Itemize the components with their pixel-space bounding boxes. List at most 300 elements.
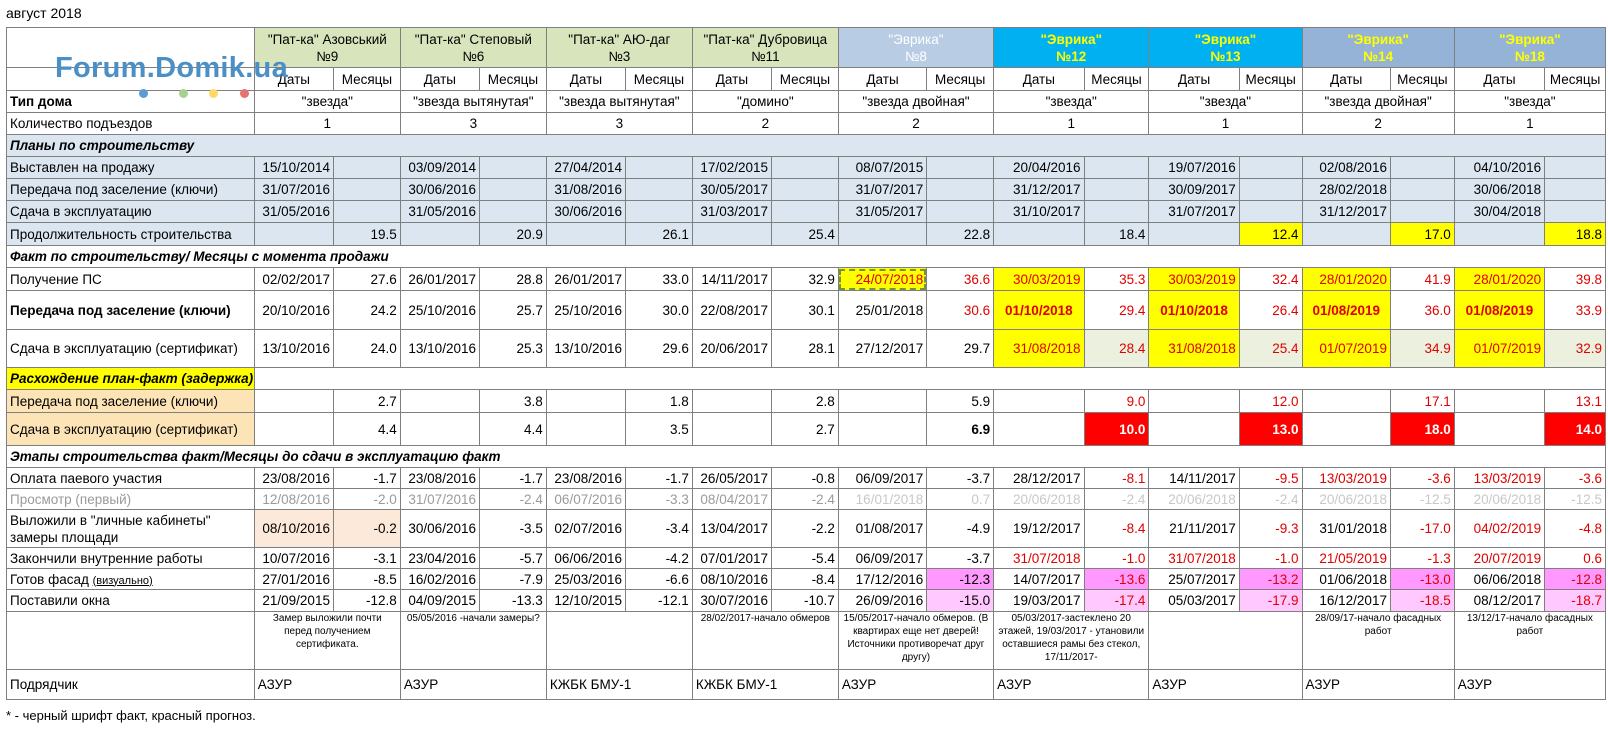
plan-date: 28/02/2018 [1302, 179, 1390, 201]
stage-date: 16/01/2018 [838, 489, 926, 510]
duration-date [1454, 223, 1544, 246]
delay-months: 13.0 [1239, 413, 1302, 446]
row-label: Получение ПС [7, 268, 255, 291]
stage-months: -3.6 [1545, 468, 1606, 489]
fact-months: 36.6 [927, 268, 994, 291]
plan-months [479, 157, 546, 179]
delay-months: 14.0 [1545, 413, 1606, 446]
stage-date: 23/08/2016 [400, 468, 479, 489]
stage-months: -12.8 [1545, 569, 1606, 590]
plan-date: 31/03/2017 [692, 201, 771, 223]
plan-date: 08/07/2015 [838, 157, 926, 179]
stage-row [7, 548, 1606, 569]
stage-months: -3.1 [333, 548, 400, 569]
months-col-header: Месяцы [1545, 68, 1606, 91]
section-delay-row [7, 368, 1606, 390]
delay-months: 5.9 [927, 390, 994, 413]
section-plans-row [7, 135, 1606, 157]
months-col-header: Месяцы [1390, 68, 1454, 91]
entrances-value: 3 [546, 113, 692, 135]
row-label: Просмотр (первый) [7, 489, 255, 510]
stage-date: 06/09/2017 [838, 548, 926, 569]
stage-months: -8.5 [333, 569, 400, 590]
fact-months: 30.6 [927, 291, 994, 330]
corner-cell [7, 28, 255, 68]
delay-date [546, 413, 625, 446]
delay-date [994, 413, 1084, 446]
house-header: "Эврика" №13 [1149, 28, 1302, 68]
house-type-value: "звезда вытянутая" [400, 91, 546, 113]
stage-date: 26/05/2017 [692, 468, 771, 489]
row-label [7, 510, 255, 548]
stage-months: -8.4 [1084, 510, 1149, 548]
duration-months: 20.9 [479, 223, 546, 246]
stage-row [7, 590, 1606, 612]
delay-months: 3.8 [479, 390, 546, 413]
house-header: "Эврика" №18 [1454, 28, 1605, 68]
fact-date: 13/10/2016 [254, 330, 333, 368]
house-header: "Эврика" №8 [838, 28, 993, 68]
stage-date: 13/03/2019 [1454, 468, 1544, 489]
plan-months [1545, 179, 1606, 201]
fact-months: 25.4 [1239, 330, 1302, 368]
note-text: 05/05/2016 -начали замеры? [400, 612, 546, 670]
stage-row [7, 468, 1606, 489]
entrances-value: 1 [254, 113, 400, 135]
row-label: Выставлен на продажу [7, 157, 255, 179]
plan-date: 30/05/2017 [692, 179, 771, 201]
house-header: "Пат-ка" АЮ-даг №3 [546, 28, 692, 68]
stage-months: -13.2 [1239, 569, 1302, 590]
plan-months [479, 179, 546, 201]
plan-date: 30/06/2016 [400, 179, 479, 201]
stage-date: 04/09/2015 [400, 590, 479, 612]
plan-months [1239, 201, 1302, 223]
fact-months: 33.0 [626, 268, 693, 291]
stage-months: -1.7 [333, 468, 400, 489]
fact-keys-row [7, 291, 1606, 330]
delay-date [400, 413, 479, 446]
stage-months: -3.5 [479, 510, 546, 548]
dates-col-header: Даты [1454, 68, 1544, 91]
stage-months: -8.1 [1084, 468, 1149, 489]
fact-months: 26.4 [1239, 291, 1302, 330]
row-label: Тип дома [7, 91, 255, 113]
stage-months: -5.4 [772, 548, 839, 569]
row-label-extra: (визуально) [92, 574, 153, 587]
stage-months: -1.3 [1390, 548, 1454, 569]
plan-date: 20/04/2016 [994, 157, 1084, 179]
contractor-value: АЗУР [400, 670, 546, 700]
plan-months [333, 179, 400, 201]
fact-months: 28.8 [479, 268, 546, 291]
delay-months: 10.0 [1084, 413, 1149, 446]
delay-months: 2.7 [333, 390, 400, 413]
plan-date: 31/07/2017 [1149, 201, 1239, 223]
watermark-text: Forum.Domik.ua [55, 52, 288, 84]
house-header: "Пат-ка" Азовський №9 [254, 28, 400, 68]
plan-date: 03/09/2014 [400, 157, 479, 179]
plan-months [772, 201, 839, 223]
plan-months [1390, 157, 1454, 179]
stage-date: 27/01/2016 [254, 569, 333, 590]
row-label: Закончили внутренние работы [7, 548, 255, 569]
fact-date: 25/01/2018 [838, 291, 926, 330]
fact-date: 01/08/2019 [1302, 291, 1390, 330]
stage-months: -4.2 [626, 548, 693, 569]
stage-months: -1.7 [479, 468, 546, 489]
delay-months: 3.5 [626, 413, 693, 446]
house-header: "Пат-ка" Степовый №6 [400, 28, 546, 68]
stage-date: 06/06/2016 [546, 548, 625, 569]
contractor-value: АЗУР [1454, 670, 1605, 700]
row-label: Продолжительность строительства [7, 223, 255, 246]
plan-date: 30/06/2018 [1454, 179, 1544, 201]
stage-date: 28/12/2017 [994, 468, 1084, 489]
delay-months: 12.0 [1239, 390, 1302, 413]
duration-date [1149, 223, 1239, 246]
comparison-spreadsheet [6, 27, 1606, 700]
fact-months: 24.0 [333, 330, 400, 368]
stage-date: 20/06/2018 [1454, 489, 1544, 510]
row-label: Подрядчик [7, 670, 255, 700]
stage-date: 12/10/2015 [546, 590, 625, 612]
months-col-header: Месяцы [1239, 68, 1302, 91]
stage-months: -9.5 [1239, 468, 1302, 489]
plan-date: 27/04/2014 [546, 157, 625, 179]
fact-date: 30/03/2019 [994, 268, 1084, 291]
note-text [1149, 612, 1302, 670]
delay-keys-row [7, 390, 1606, 413]
plan-months [1545, 157, 1606, 179]
sheet-title: август 2018 [6, 5, 82, 21]
note-text: 28/02/2017-начало обмеров [692, 612, 838, 670]
fact-date: 28/01/2020 [1454, 268, 1544, 291]
section-stages-row [7, 446, 1606, 468]
plan-months [1239, 179, 1302, 201]
plan-date: 31/07/2017 [838, 179, 926, 201]
stage-months: 0.7 [927, 489, 994, 510]
plan-row [7, 157, 1606, 179]
plan-date: 02/08/2016 [1302, 157, 1390, 179]
stage-date: 12/08/2016 [254, 489, 333, 510]
stage-months: -1.0 [1084, 548, 1149, 569]
plan-months [333, 201, 400, 223]
note-text [546, 612, 692, 670]
duration-months: 12.4 [1239, 223, 1302, 246]
dates-col-header: Даты [1302, 68, 1390, 91]
stage-date: 25/03/2016 [546, 569, 625, 590]
stage-months: -2.4 [772, 489, 839, 510]
fact-months: 32.9 [1545, 330, 1606, 368]
house-header: "Эврика" №14 [1302, 28, 1454, 68]
stage-date: 10/07/2016 [254, 548, 333, 569]
section-fact-heading: Факт по строительству/ Месяцы с момента продажи [7, 246, 1606, 268]
house-type-value: "звезда" [1149, 91, 1302, 113]
contractor-value: АЗУР [994, 670, 1149, 700]
delay-date [692, 390, 771, 413]
plan-date: 31/12/2017 [1302, 201, 1390, 223]
entrances-value: 3 [400, 113, 546, 135]
delay-date [1454, 390, 1544, 413]
fact-months: 34.9 [1390, 330, 1454, 368]
fact-months: 33.9 [1545, 291, 1606, 330]
fact-date: 14/11/2017 [692, 268, 771, 291]
delay-date [400, 390, 479, 413]
fact-months: 30.1 [772, 291, 839, 330]
months-col-header: Месяцы [479, 68, 546, 91]
stage-row [7, 510, 1606, 548]
stage-date: 21/05/2019 [1302, 548, 1390, 569]
delay-date [254, 390, 333, 413]
delay-date [994, 390, 1084, 413]
fact-months: 28.4 [1084, 330, 1149, 368]
row-label [7, 569, 255, 590]
stage-date: 20/06/2018 [1302, 489, 1390, 510]
note-text: 13/12/17-начало фасадных работ [1454, 612, 1605, 670]
stage-date: 26/09/2016 [838, 590, 926, 612]
fact-date: 01/07/2019 [1302, 330, 1390, 368]
stage-months: 0.6 [1545, 548, 1606, 569]
delay-months: 13.1 [1545, 390, 1606, 413]
delay-date [1149, 413, 1239, 446]
plan-months [1239, 157, 1302, 179]
delay-date [546, 390, 625, 413]
delay-months: 18.0 [1390, 413, 1454, 446]
plan-date: 31/05/2016 [400, 201, 479, 223]
house-type-value: "звезда" [994, 91, 1149, 113]
fact-date: 24/07/2018 [838, 268, 926, 291]
stage-months: -18.5 [1390, 590, 1454, 612]
stage-months: -9.3 [1239, 510, 1302, 548]
stage-date: 31/07/2018 [1149, 548, 1239, 569]
fact-months: 25.3 [479, 330, 546, 368]
plan-months [1084, 179, 1149, 201]
stage-months: -12.3 [927, 569, 994, 590]
stage-months: -0.8 [772, 468, 839, 489]
stage-date: 19/12/2017 [994, 510, 1084, 548]
row-label-main: Готов фасад [10, 571, 89, 587]
plan-row [7, 201, 1606, 223]
fact-months: 24.2 [333, 291, 400, 330]
duration-months: 26.1 [626, 223, 693, 246]
plan-months [626, 179, 693, 201]
stage-months: -17.4 [1084, 590, 1149, 612]
stage-months: -3.7 [927, 548, 994, 569]
fact-date: 02/02/2017 [254, 268, 333, 291]
duration-months: 19.5 [333, 223, 400, 246]
fact-date: 01/10/2018 [1149, 291, 1239, 330]
contractor-value: КЖБК БМУ-1 [692, 670, 838, 700]
delay-months: 4.4 [479, 413, 546, 446]
stage-months: -4.9 [927, 510, 994, 548]
stage-date: 19/03/2017 [994, 590, 1084, 612]
fact-date: 01/07/2019 [1454, 330, 1544, 368]
house-type-value: "звезда двойная" [1302, 91, 1454, 113]
stage-date: 17/12/2016 [838, 569, 926, 590]
delay-months: 17.1 [1390, 390, 1454, 413]
stage-date: 01/08/2017 [838, 510, 926, 548]
stage-months: -3.6 [1390, 468, 1454, 489]
house-type-value: "звезда двойная" [838, 91, 993, 113]
stage-date: 20/07/2019 [1454, 548, 1544, 569]
fact-months: 27.6 [333, 268, 400, 291]
dates-col-header: Даты [838, 68, 926, 91]
plan-date: 15/10/2014 [254, 157, 333, 179]
house-type-value: "звезда вытянутая" [546, 91, 692, 113]
stage-months: -12.8 [333, 590, 400, 612]
stage-date: 25/07/2017 [1149, 569, 1239, 590]
plan-months [333, 157, 400, 179]
fact-date: 20/06/2017 [692, 330, 771, 368]
house-header: "Эврика" №12 [994, 28, 1149, 68]
stage-months: -18.7 [1545, 590, 1606, 612]
stage-date: 23/04/2016 [400, 548, 479, 569]
row-label: Сдача в эксплуатацию [7, 201, 255, 223]
notes-row [7, 612, 1606, 670]
delay-months: 4.4 [333, 413, 400, 446]
stage-months: -15.0 [927, 590, 994, 612]
stage-months: -2.0 [333, 489, 400, 510]
stage-date: 04/02/2019 [1454, 510, 1544, 548]
fact-cert-row [7, 330, 1606, 368]
stage-row [7, 489, 1606, 510]
plan-months [772, 179, 839, 201]
house-header-row [7, 28, 1606, 68]
fact-date: 13/10/2016 [400, 330, 479, 368]
section-delay-heading: Расхождение план-факт (задержка) [7, 368, 255, 390]
stage-date: 05/03/2017 [1149, 590, 1239, 612]
stage-row [7, 569, 1606, 590]
house-header: "Пат-ка" Дубровица №11 [692, 28, 838, 68]
stage-date: 08/10/2016 [254, 510, 333, 548]
contractor-value: КЖБК БМУ-1 [546, 670, 692, 700]
dates-col-header: Даты [254, 68, 333, 91]
stage-date: 23/08/2016 [254, 468, 333, 489]
stage-date: 20/06/2018 [1149, 489, 1239, 510]
delay-months: 2.8 [772, 390, 839, 413]
months-col-header: Месяцы [1084, 68, 1149, 91]
duration-months: 18.8 [1545, 223, 1606, 246]
fact-date: 26/01/2017 [546, 268, 625, 291]
duration-months: 17.0 [1390, 223, 1454, 246]
entrances-value: 2 [1302, 113, 1454, 135]
dates-col-header: Даты [546, 68, 625, 91]
duration-date [546, 223, 625, 246]
plan-date: 31/08/2016 [546, 179, 625, 201]
delay-date [1302, 390, 1390, 413]
stage-date: 06/09/2017 [838, 468, 926, 489]
dates-col-header: Даты [1149, 68, 1239, 91]
delay-date [1302, 413, 1390, 446]
stage-date: 14/07/2017 [994, 569, 1084, 590]
note-text: 05/03/2017-застеклено 20 этажей, 19/03/2017 - утановили оставшиеся рамы без стекол, 17/11/2017- [994, 612, 1149, 670]
delay-cert-row [7, 413, 1606, 446]
house-type-value: "звезда" [254, 91, 400, 113]
stage-months: -3.7 [927, 468, 994, 489]
plan-months [626, 201, 693, 223]
entrances-value: 1 [1454, 113, 1605, 135]
note-text: Замер выложили почти перед получением сертификата. [254, 612, 400, 670]
stage-months: -6.6 [626, 569, 693, 590]
note-text: 28/09/17-начало фасадных работ [1302, 612, 1454, 670]
fact-months: 35.3 [1084, 268, 1149, 291]
fact-months: 32.4 [1239, 268, 1302, 291]
row-label: Сдача в эксплуатацию (сертификат) [7, 330, 255, 368]
duration-date [838, 223, 926, 246]
stage-date: 21/11/2017 [1149, 510, 1239, 548]
stage-months: -3.3 [626, 489, 693, 510]
plan-months [927, 157, 994, 179]
stage-months: -2.4 [1084, 489, 1149, 510]
plan-months [1390, 179, 1454, 201]
stage-date: 31/01/2018 [1302, 510, 1390, 548]
stage-date: 06/07/2016 [546, 489, 625, 510]
duration-date [692, 223, 771, 246]
plan-months [927, 179, 994, 201]
stage-date: 23/08/2016 [546, 468, 625, 489]
stage-date: 21/09/2015 [254, 590, 333, 612]
fact-date: 31/08/2018 [994, 330, 1084, 368]
row-label: Поставили окна [7, 590, 255, 612]
entrances-row [7, 113, 1606, 135]
stage-months: -13.3 [479, 590, 546, 612]
stage-months: -1.0 [1239, 548, 1302, 569]
stage-months: -12.5 [1545, 489, 1606, 510]
house-type-value: "домино" [692, 91, 838, 113]
fact-months: 41.9 [1390, 268, 1454, 291]
plan-months [1084, 157, 1149, 179]
fact-date: 25/10/2016 [400, 291, 479, 330]
fact-date: 30/03/2019 [1149, 268, 1239, 291]
delay-months: 9.0 [1084, 390, 1149, 413]
fact-date: 26/01/2017 [400, 268, 479, 291]
stage-months: -8.4 [772, 569, 839, 590]
stage-months: -2.4 [1239, 489, 1302, 510]
fact-date: 27/12/2017 [838, 330, 926, 368]
duration-date [1302, 223, 1390, 246]
plan-months [626, 157, 693, 179]
months-col-header: Месяцы [333, 68, 400, 91]
delay-date [1149, 390, 1239, 413]
stage-months: -17.0 [1390, 510, 1454, 548]
stage-date: 08/12/2017 [1454, 590, 1544, 612]
plan-months [479, 201, 546, 223]
fact-date: 31/08/2018 [1149, 330, 1239, 368]
stage-date: 07/01/2017 [692, 548, 771, 569]
dates-col-header: Даты [400, 68, 479, 91]
months-col-header: Месяцы [772, 68, 839, 91]
months-col-header: Месяцы [927, 68, 994, 91]
stage-date: 16/02/2016 [400, 569, 479, 590]
plan-date: 19/07/2016 [1149, 157, 1239, 179]
dates-col-header: Даты [994, 68, 1084, 91]
duration-months: 22.8 [927, 223, 994, 246]
delay-months: 6.9 [927, 413, 994, 446]
fact-months: 32.9 [772, 268, 839, 291]
stage-date: 02/07/2016 [546, 510, 625, 548]
row-label: Передача под заселение (ключи) [7, 291, 255, 330]
plan-months [1084, 201, 1149, 223]
duration-date [994, 223, 1084, 246]
duration-months: 18.4 [1084, 223, 1149, 246]
fact-ps-row [7, 268, 1606, 291]
plan-date: 04/10/2016 [1454, 157, 1544, 179]
stage-months: -2.4 [479, 489, 546, 510]
fact-months: 28.1 [772, 330, 839, 368]
stage-months: -2.2 [772, 510, 839, 548]
entrances-value: 2 [692, 113, 838, 135]
